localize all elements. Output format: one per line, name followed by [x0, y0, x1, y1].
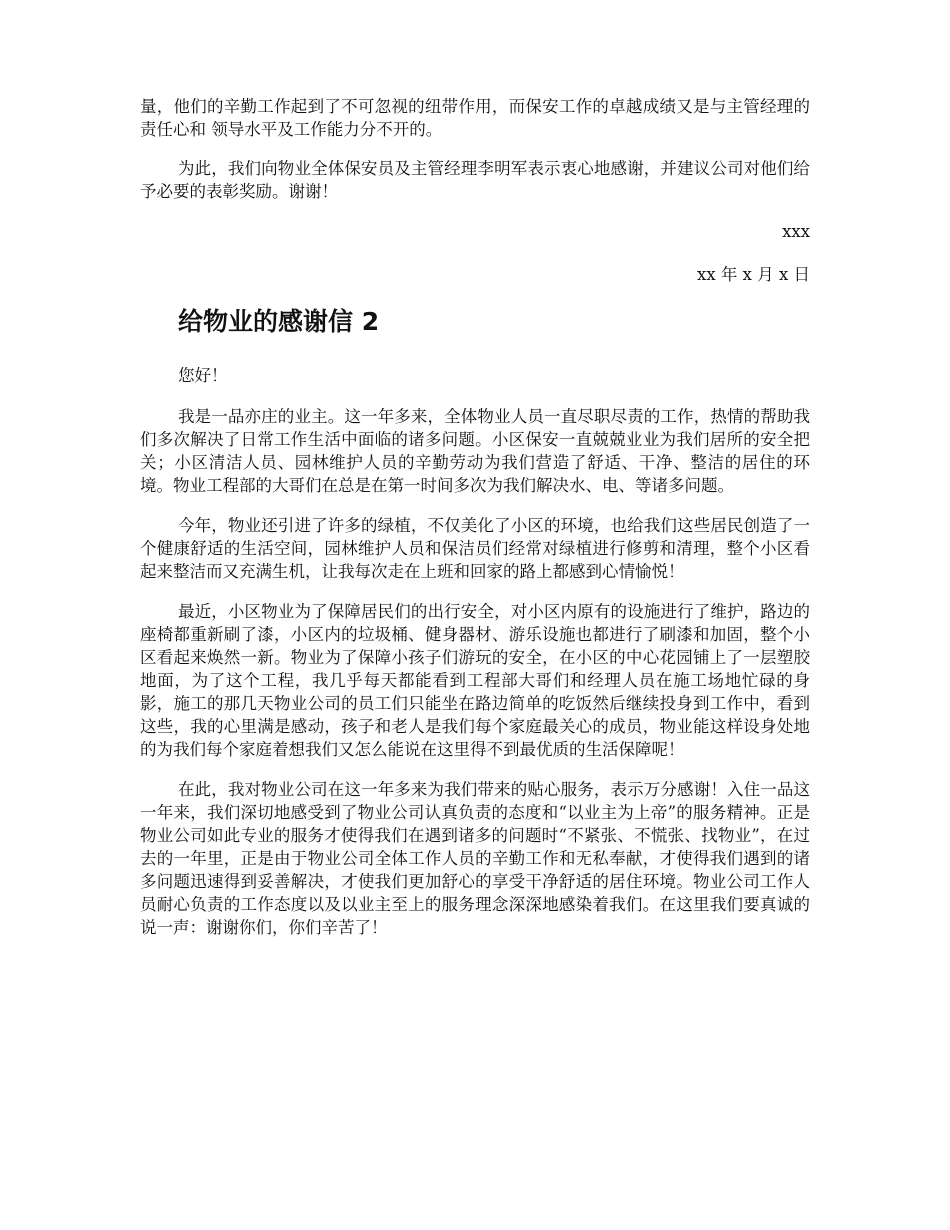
letter1-closing-paragraph: 为此，我们向物业全体保安员及主管经理李明军表示衷心地感谢，并建议公司对他们给予必要的表彰奖励。谢谢！ — [140, 159, 810, 201]
letter2-paragraph-2: 今年，物业还引进了许多的绿植，不仅美化了小区的环境，也给我们这些居民创造了一个健康舒适的生活空间，园林维护人员和保洁员们经常对绿植进行修剪和清理，整个小区看起来整洁而又充满生机，让我每次走在上班和回家的路上都感到心情愉悦！ — [140, 516, 810, 581]
letter2-title: 给物业的感谢信 2 — [178, 307, 380, 336]
letter1-continuation-paragraph: 量，他们的辛勤工作起到了不可忽视的纽带作用，而保安工作的卓越成绩又是与主管经理的责任心和 领导水平及工作能力分不开的。 — [140, 97, 810, 139]
letter2-paragraph-3: 最近，小区物业为了保障居民们的出行安全，对小区内原有的设施进行了维护，路边的座椅都重新刷了漆，小区内的垃圾桶、健身器材、游乐设施也都进行了刷漆和加固，整个小区看起来焕然一新。物业为了保障小孩子们游玩的安全，在小区的中心花园铺上了一层塑胶地面，为了这个工程，我几乎每天都能看到工程部大哥们和经理人员在施工场地忙碌的身影，施工的那几天物业公司的员工们只能坐在路边简单的吃饭然后继续投身到工作中，看到这些，我的心里满是感动，孩子和老人是我们每个家庭最关心的成员，物业能这样设身处地的为我们每个家庭着想我们又怎么能说在这里得不到最优质的生活保障呢！ — [140, 602, 810, 759]
letter2-paragraph-4: 在此，我对物业公司在这一年多来为我们带来的贴心服务，表示万分感谢！入住一品这一年来，我们深切地感受到了物业公司认真负责的态度和“以业主为上帝”的服务精神。正是物业公司如此专业的服务才使得我们在遇到诸多的问题时“不紧张、不慌张、找物业”，在过去的一年里，正是由于物业公司全体工作人员的辛勤工作和无私奉献，才使得我们遇到的诸多问题迅速得到妥善解决，才使我们更加舒心的享受干净舒适的居住环境。物业公司工作人员耐心负责的工作态度以及以业主至上的服务理念深深地感染着我们。在这里我们要真诚的说一声：谢谢你们，你们辛苦了！ — [140, 780, 810, 937]
document-page — [140, 95, 810, 956]
letter1-date: xx 年 x 月 x 日 — [697, 265, 810, 284]
letter2-paragraph-1: 我是一品亦庄的业主。这一年多来，全体物业人员一直尽职尽责的工作，热情的帮助我们多次解决了日常工作生活中面临的诸多问题。小区保安一直兢兢业业为我们居所的安全把关；小区清洁人员、园林维护人员的辛勤劳动为我们营造了舒适、干净、整洁的居住的环境。物业工程部的大哥们在总是在第一时间多次为我们解决水、电、等诸多问题。 — [140, 407, 810, 495]
letter1-signature: xxx — [782, 222, 810, 241]
letter2-greeting: 您好！ — [178, 366, 228, 385]
